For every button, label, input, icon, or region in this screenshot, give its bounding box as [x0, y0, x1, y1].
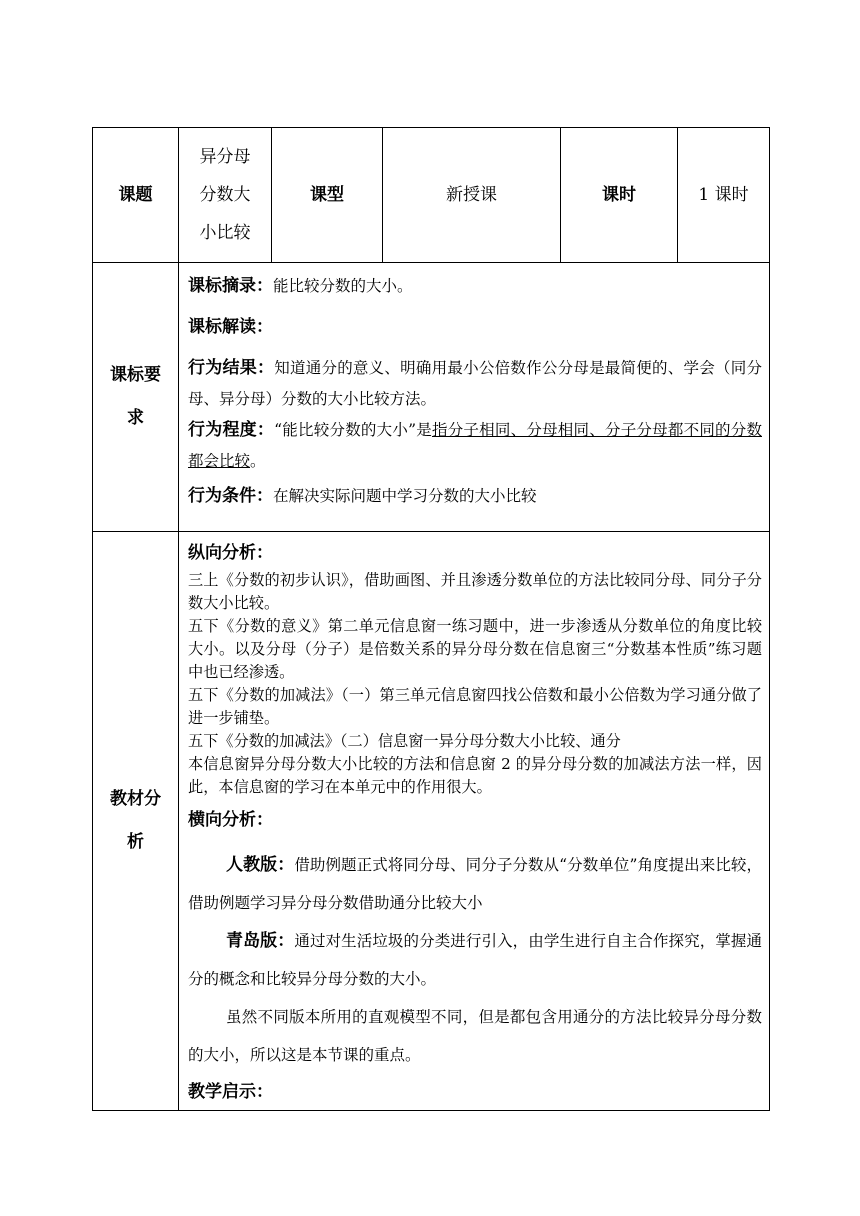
- vertical-paragraph-3: 五下《分数的加减法》（一）第三单元信息窗四找公倍数和最小公倍数为学习通分做了进一步铺垫。: [188, 686, 762, 727]
- type-value-cell: [383, 128, 561, 263]
- topic-label: 课题: [118, 184, 153, 205]
- result-text: 知道通分的意义、明确用最小公倍数作公分母是最简便的、学会（同分母、异分母）分数的大小比较方法。: [188, 359, 762, 408]
- qd-text: 通过对生活垃圾的分类进行引入，由学生进行自主合作探究，掌握通分的概念和比较异分母分数的大小。: [188, 932, 762, 988]
- topic-label-cell: [93, 128, 179, 263]
- degree-end: 。: [250, 452, 266, 470]
- pep-label: 人教版：: [226, 855, 295, 875]
- condition-paragraph: [188, 481, 762, 512]
- insight-heading: [188, 1074, 762, 1110]
- material-content-cell: [179, 532, 770, 1111]
- horizontal-heading: [188, 805, 762, 836]
- standards-label-line-1: 课标要: [110, 365, 161, 385]
- type-label-cell: [272, 128, 383, 263]
- excerpt-label: 课标摘录：: [188, 276, 273, 296]
- degree-text: “能比较分数的大小”是: [274, 421, 432, 439]
- vertical-label: 纵向分析：: [188, 543, 273, 563]
- insight-label: 教学启示：: [188, 1082, 273, 1102]
- vertical-paragraph-1: 三上《分数的初步认识》，借助画图、并且渗透分数单位的方法比较同分母、同分子分数大小比较。: [188, 571, 762, 612]
- degree-label: 行为程度：: [188, 420, 275, 440]
- type-label: 课型: [310, 184, 344, 205]
- vertical-paragraph-5: 本信息窗异分母分数大小比较的方法和信息窗 2 的异分母分数的加减法方法一样，因此，本信息窗的学习在本单元中的作用很大。: [188, 755, 762, 796]
- vertical-heading: [188, 538, 762, 569]
- summary-paragraph: 虽然不同版本所用的直观模型不同，但是都包含用通分的方法比较异分母分数的大小，所以这是本节课的重点。: [188, 1008, 762, 1064]
- degree-underlined-text: 指分子相同、分母相同、分子分母都不同的分数都会比较: [188, 421, 762, 470]
- topic-value-cell: [179, 128, 272, 263]
- topic-value-line-3: 小比较: [199, 223, 251, 243]
- excerpt-text: 能比较分数的大小。: [273, 277, 413, 295]
- header-row: [93, 128, 770, 263]
- standards-label-line-2: 求: [127, 408, 144, 428]
- excerpt-paragraph: [188, 271, 762, 302]
- vertical-paragraph-2: 五下《分数的意义》第二单元信息窗一练习题中，进一步渗透从分数单位的角度比较大小。以及分母（分子）是倍数关系的异分母分数在信息窗三“分数基本性质”练习题中也已经渗透。: [188, 617, 762, 681]
- interp-paragraph: [188, 312, 762, 343]
- hours-label: 课时: [602, 184, 636, 205]
- hours-value: 1 课时: [698, 185, 749, 205]
- horizontal-label: 横向分析：: [188, 810, 273, 830]
- standards-row: [93, 263, 770, 532]
- interp-label: 课标解读：: [188, 317, 273, 337]
- result-label: 行为结果：: [188, 358, 275, 378]
- condition-label: 行为条件：: [188, 486, 273, 506]
- material-label-line-1: 教材分: [110, 789, 161, 809]
- topic-value-line-1: 异分母: [199, 147, 251, 167]
- vertical-paragraph-4: 五下《分数的加减法》（二）信息窗一异分母分数大小比较、通分: [188, 732, 621, 750]
- material-row: [93, 532, 770, 1111]
- standards-content-cell: [179, 263, 770, 532]
- pep-text: 借助例题正式将同分母、同分子分数从“分数单位”角度提出来比较，借助例题学习异分母分数借助通分比较大小: [188, 856, 762, 912]
- hours-label-cell: [561, 128, 678, 263]
- standards-label-cell: [93, 263, 179, 532]
- condition-text: 在解决实际问题中学习分数的大小比较: [273, 487, 537, 505]
- degree-paragraph: [188, 415, 762, 477]
- material-label-cell: [93, 532, 179, 1111]
- hours-value-cell: [678, 128, 770, 263]
- result-paragraph: [188, 353, 762, 415]
- topic-value-line-2: 分数大: [199, 185, 251, 205]
- lesson-plan-table: [92, 127, 770, 1111]
- material-label-line-2: 析: [127, 832, 144, 852]
- type-value: 新授课: [446, 185, 497, 205]
- pep-paragraph: [188, 846, 762, 922]
- qd-paragraph: [188, 922, 762, 998]
- qd-label: 青岛版：: [226, 931, 295, 951]
